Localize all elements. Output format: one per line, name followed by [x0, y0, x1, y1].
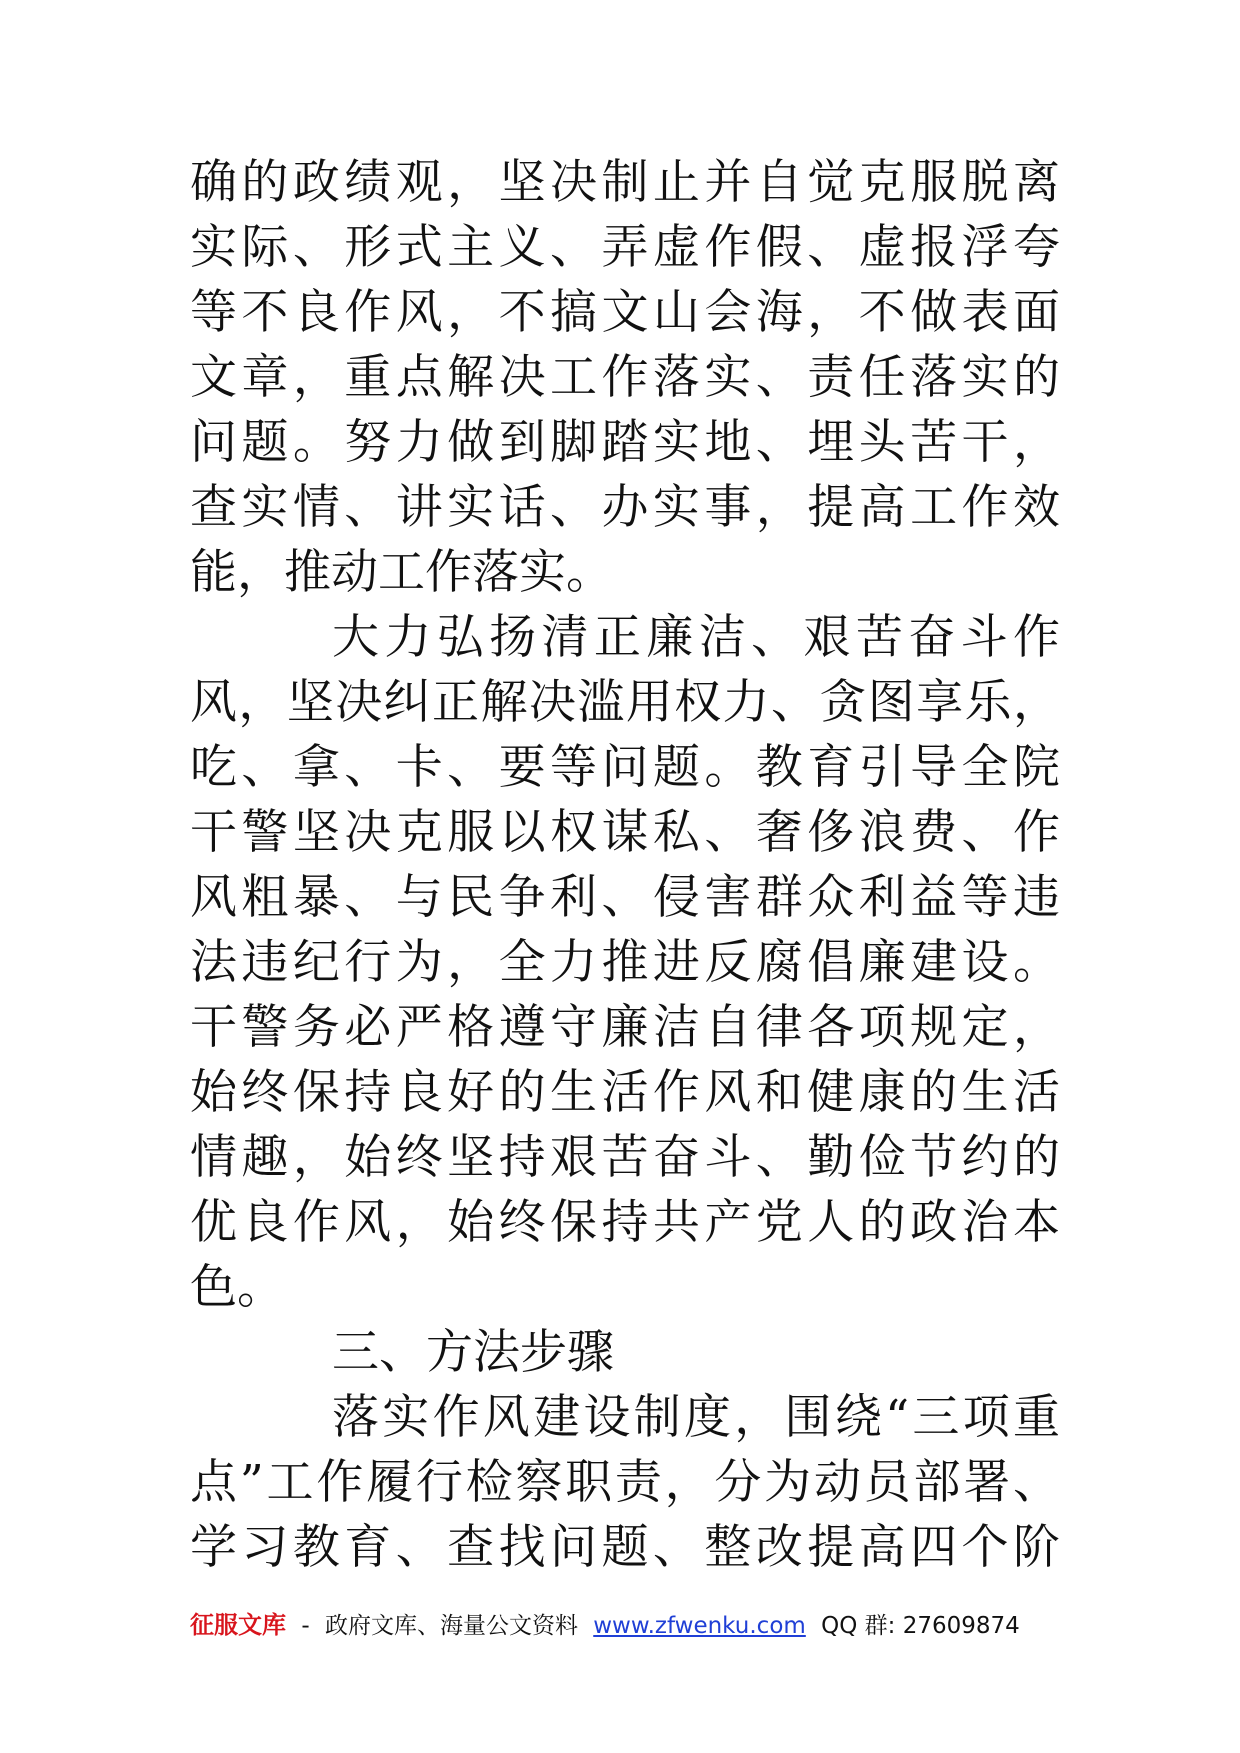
- footer-url-link[interactable]: www.zfwenku.com: [593, 1613, 806, 1639]
- page-footer: [190, 1605, 1060, 1645]
- text-line: 情趣，始终坚持艰苦奋斗、勤俭节约的: [190, 1130, 1060, 1185]
- text-line: 三、方法步骤: [332, 1325, 614, 1380]
- document-body: [190, 150, 1060, 1580]
- footer-description: 政府文库、海量公文资料: [324, 1613, 578, 1639]
- text-line: 大力弘扬清正廉洁、艰苦奋斗作: [332, 610, 1060, 665]
- text-line: 查实情、讲实话、办实事，提高工作效: [190, 480, 1060, 535]
- text-line: 落实作风建设制度，围绕“三项重: [332, 1390, 1060, 1445]
- text-line: 能，推动工作落实。: [190, 545, 613, 600]
- text-line: 等不良作风，不搞文山会海，不做表面: [190, 285, 1060, 340]
- text-line: 点”工作履行检察职责，分为动员部署、: [190, 1455, 1060, 1510]
- text-line: 干警务必严格遵守廉洁自律各项规定，: [190, 1000, 1060, 1055]
- text-line: 实际、形式主义、弄虚作假、虚报浮夸: [190, 220, 1060, 275]
- text-line: 问题。努力做到脚踏实地、埋头苦干，: [190, 415, 1060, 470]
- text-line: 风粗暴、与民争利、侵害群众利益等违: [190, 870, 1060, 925]
- text-line: 确的政绩观，坚决制止并自觉克服脱离: [190, 155, 1060, 210]
- text-line: 风，坚决纠正解决滥用权力、贪图享乐，: [190, 675, 1060, 730]
- footer-brand: 征服文库: [190, 1611, 286, 1639]
- footer-qq-group: QQ 群: 27609874: [821, 1613, 1020, 1639]
- text-line: 色。: [190, 1260, 284, 1315]
- text-line: 法违纪行为，全力推进反腐倡廉建设。: [190, 935, 1060, 990]
- text-line: 文章，重点解决工作落实、责任落实的: [190, 350, 1060, 405]
- text-line: 优良作风，始终保持共产党人的政治本: [190, 1195, 1060, 1250]
- text-line: 干警坚决克服以权谋私、奢侈浪费、作: [190, 805, 1060, 860]
- text-line: 学习教育、查找问题、整改提高四个阶: [190, 1520, 1060, 1575]
- text-line: 吃、拿、卡、要等问题。教育引导全院: [190, 740, 1060, 795]
- footer-separator: -: [301, 1613, 310, 1639]
- text-line: 始终保持良好的生活作风和健康的生活: [190, 1065, 1060, 1120]
